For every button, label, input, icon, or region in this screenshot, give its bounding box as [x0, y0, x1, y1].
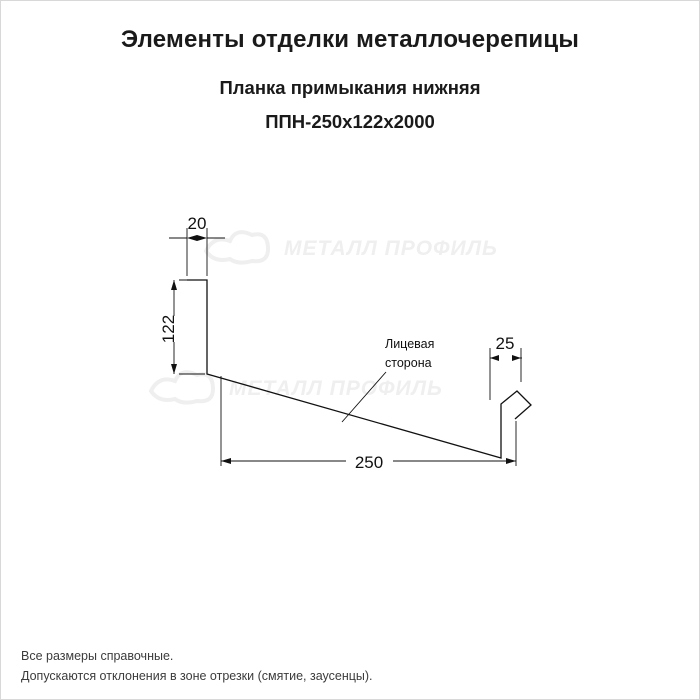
face-side-leader	[342, 372, 386, 422]
dimension-right-flange-label: 25	[495, 334, 515, 353]
face-side-label-line2: сторона	[385, 356, 432, 370]
footer-note-2: Допускаются отклонения в зоне отрезки (смятие, заусенцы).	[21, 669, 373, 684]
page-header	[1, 1, 699, 133]
dimension-bottom-width-label: 250	[354, 453, 384, 472]
dimension-right-flange	[490, 348, 522, 400]
page-title: Элементы отделки металлочерепицы	[120, 26, 580, 53]
product-code: ППН-250х122х2000	[265, 111, 435, 132]
footer-note-1: Все размеры справочные.	[21, 648, 174, 663]
footer-notes	[21, 646, 373, 687]
dimension-height-label: 122	[159, 314, 178, 344]
technical-drawing	[1, 176, 700, 506]
dimension-top-width	[169, 228, 225, 276]
face-side-label-line1: Лицевая	[385, 337, 435, 351]
svg-text:МЕТАЛЛ ПРОФИЛЬ: МЕТАЛЛ ПРОФИЛЬ	[284, 237, 498, 260]
svg-text:МЕТАЛЛ ПРОФИЛЬ: МЕТАЛЛ ПРОФИЛЬ	[229, 377, 443, 400]
product-name: Планка примыкания нижняя	[219, 77, 481, 98]
dimension-top-width-label: 20	[187, 214, 207, 233]
profile-outline	[187, 280, 531, 458]
